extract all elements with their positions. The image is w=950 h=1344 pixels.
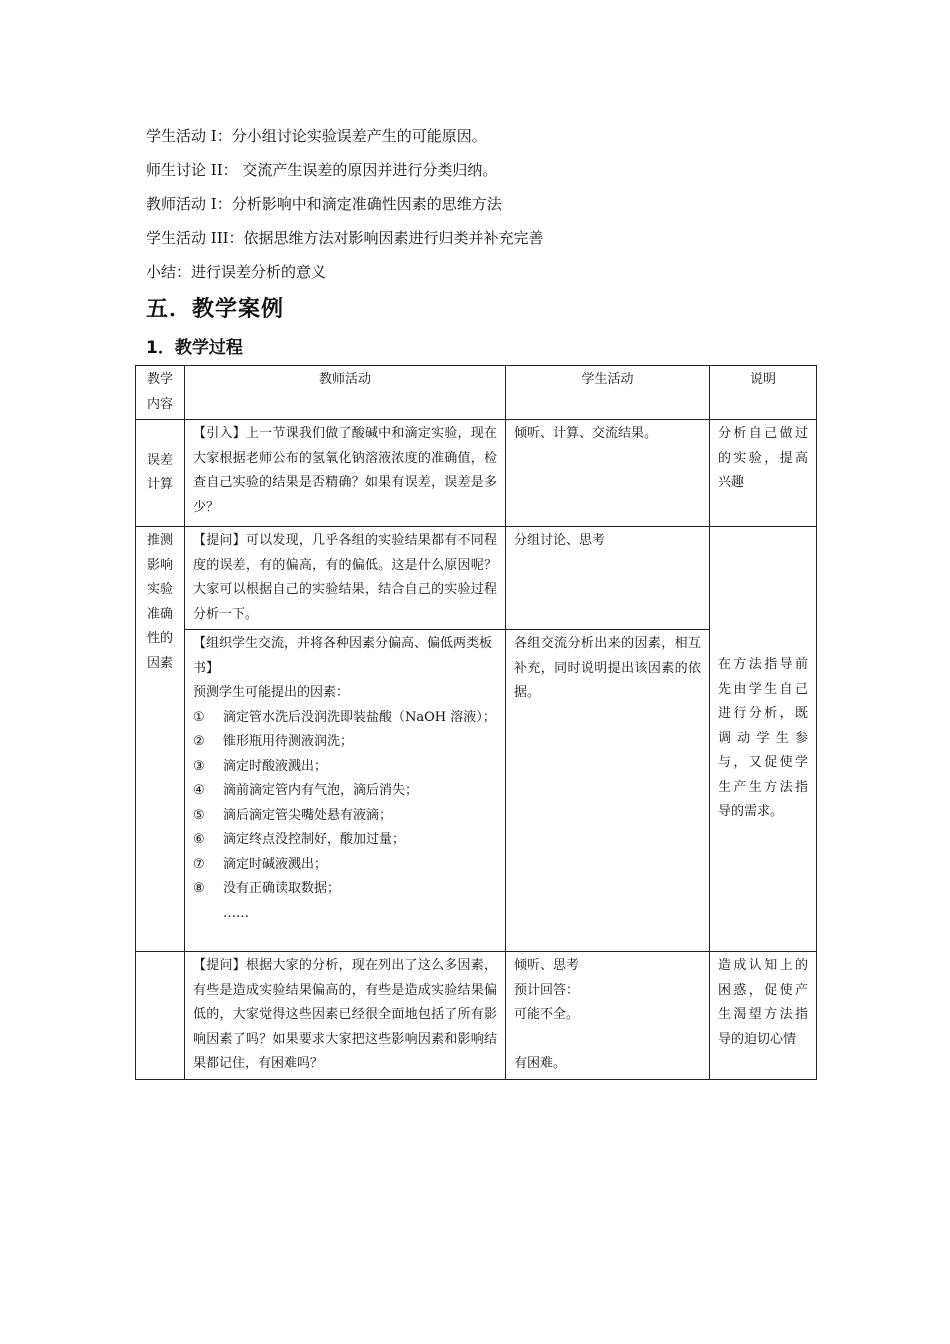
list-item <box>193 877 497 902</box>
factors-title: 【组织学生交流，并将各种因素分偏高、偏低两类板书】 <box>193 636 493 676</box>
cell-content: 误差计算 <box>136 420 185 527</box>
cell-content: 推测影响实验准确性的因素 <box>136 527 185 952</box>
table-row <box>136 952 817 1080</box>
list-ellipsis: …… <box>223 905 249 921</box>
list-text: 没有正确读取数据； <box>223 881 341 896</box>
list-number: ④ <box>193 783 205 798</box>
student-line: 倾听、思考 <box>514 958 580 973</box>
cell-teacher: 【提问】可以发现，几乎各组的实验结果都有不同程度的误差，有的偏高，有的偏低。这是什么原因呢？大家可以根据自己的实验结果，结合自己的实验过程分析一下。 <box>185 527 506 630</box>
header-student: 学生活动 <box>506 366 710 420</box>
student-line: 有困难。 <box>514 1055 567 1071</box>
student-line: 可能不全。 <box>514 1007 580 1022</box>
table-row <box>136 527 817 630</box>
cell-teacher-factors <box>185 630 506 952</box>
list-item <box>193 779 497 804</box>
header-note: 说明 <box>710 366 817 420</box>
list-text: 滴后滴定管尖嘴处悬有液滴； <box>223 807 393 823</box>
list-number: ⑥ <box>193 832 205 847</box>
paragraph-summary: 小结：进行误差分析的意义 <box>146 263 327 281</box>
cell-note: 造成认知上的困惑，促使产生渴望方法指导的迫切心情 <box>710 952 817 1080</box>
list-item <box>193 730 497 755</box>
list-number: ⑦ <box>193 856 205 872</box>
list-item <box>193 828 497 853</box>
cell-student <box>506 952 710 1080</box>
student-line-blank <box>514 1028 701 1052</box>
cell-student: 各组交流分析出来的因素，相互补充，同时说明提出该因素的依据。 <box>506 630 710 952</box>
subsection-heading: 1．教学过程 <box>146 338 243 358</box>
paragraph-discussion-2: 师生讨论 II： 交流产生误差的原因并进行分类归纳。 <box>146 161 498 179</box>
list-number: ③ <box>193 758 205 774</box>
teaching-process-table <box>135 365 817 1080</box>
cell-teacher: 【提问】根据大家的分析，现在列出了这么多因素，有些是造成实验结果偏高的，有些是造成实验结果偏低的，大家觉得这些因素已经很全面地包括了所有影响因素了吗？如果要求大家把这些影响因素和影响结果都记住，有困难吗？ <box>185 952 506 1080</box>
paragraph-student-activity-3: 学生活动 III：依据思维方法对影响因素进行归类并补充完善 <box>146 229 544 247</box>
list-number: ⑧ <box>193 881 205 896</box>
list-text: 滴定终点没控制好，酸加过量； <box>223 832 406 847</box>
list-number: ② <box>193 734 205 749</box>
list-text: 滴前滴定管内有气泡，滴后消失； <box>223 783 419 798</box>
cell-note: 分析自己做过的实验，提高兴趣 <box>710 420 817 527</box>
cell-note: 在方法指导前先由学生自己进行分析，既调动学生参与，又促使学生产生方法指导的需求。 <box>710 527 817 952</box>
list-item <box>193 706 497 731</box>
list-number: ⑤ <box>193 807 205 823</box>
cell-student: 分组讨论、思考 <box>506 527 710 630</box>
cell-teacher: 【引入】上一节课我们做了酸碱中和滴定实验，现在大家根据老师公布的氢氧化钠溶液浓度的准确值，检查自己实验的结果是否精确？如果有误差，误差是多少？ <box>185 420 506 527</box>
table-row <box>136 420 817 527</box>
student-line: 预计回答： <box>514 982 580 998</box>
paragraph-student-activity-1: 学生活动 I：分小组讨论实验误差产生的可能原因。 <box>146 127 487 145</box>
list-item <box>193 755 497 780</box>
list-text: 滴定管水洗后没润洗即装盐酸（NaOH 溶液）； <box>223 709 496 725</box>
list-item <box>193 853 497 878</box>
paragraph-teacher-activity-1: 教师活动 I：分析影响中和滴定准确性因素的思维方法 <box>146 195 502 213</box>
list-number: ① <box>193 709 205 725</box>
factors-lead: 预测学生可能提出的因素： <box>193 685 350 700</box>
cell-student: 倾听、计算、交流结果。 <box>506 420 710 527</box>
list-item <box>193 804 497 829</box>
cell-content <box>136 952 185 1080</box>
list-text: 滴定时碱液溅出； <box>223 856 328 872</box>
list-text: 锥形瓶用待测液润洗； <box>223 734 354 749</box>
header-teacher: 教师活动 <box>185 366 506 420</box>
header-content: 教学内容 <box>136 366 185 420</box>
list-text: 滴定时酸液溅出； <box>223 758 328 774</box>
table-header-row <box>136 366 817 420</box>
section-heading: 五．教学案例 <box>146 297 285 322</box>
